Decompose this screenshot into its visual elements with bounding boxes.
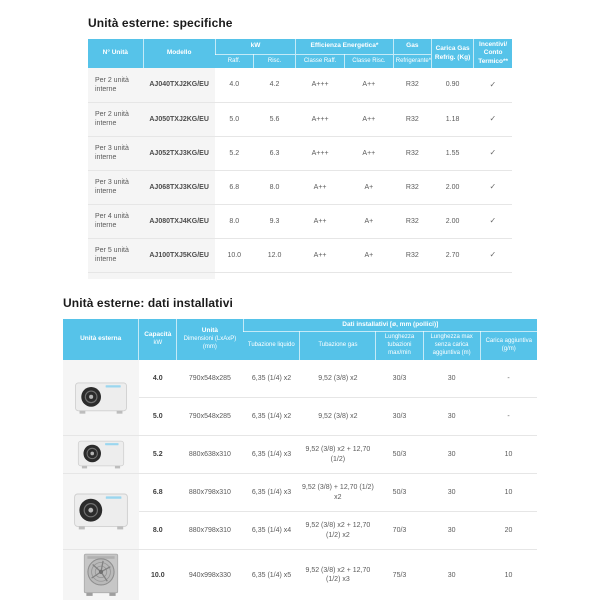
- cell-tubazione-liquido: 6,35 (1/4) x2: [243, 398, 300, 436]
- cell-capacita: 6.8: [139, 474, 177, 512]
- cell-raff: 8.0: [215, 204, 253, 238]
- check-icon: ✓: [474, 238, 512, 272]
- dimensioni-label: Dimensioni (LxAxP) (mm): [183, 335, 237, 350]
- cell-tubazione-liquido: 6,35 (1/4) x3: [243, 474, 300, 512]
- spec-row-5: [88, 204, 512, 238]
- check-icon: ✓: [474, 68, 512, 102]
- cell-risc: 4.2: [253, 68, 295, 102]
- inst-row-6: [63, 550, 537, 600]
- cell-lunghezza: 50/3: [376, 436, 423, 474]
- col-header-raff: Raff.: [215, 54, 253, 68]
- cell-dimensioni: 790x548x285: [177, 398, 243, 436]
- col-header-efficienza-group: Efficienza Energetica*: [296, 39, 394, 54]
- cell-tubazione-liquido: 6,35 (1/4) x3: [243, 436, 300, 474]
- col-header-tubazione-gas: Tubazione gas: [300, 332, 376, 360]
- cell-classe-raff: A++: [296, 170, 345, 204]
- cell-dimensioni: 880x798x310: [177, 512, 243, 550]
- cell-lunghezza-max: 30: [423, 512, 480, 550]
- cell-capacita: 8.0: [139, 512, 177, 550]
- cell-classe-raff: A+++: [296, 136, 345, 170]
- cell-tubazione-gas: 9,52 (3/8) x2 + 12,70 (1/2) x2: [300, 512, 376, 550]
- cell-lunghezza: 50/3: [376, 474, 423, 512]
- check-icon: ✓: [474, 170, 512, 204]
- cell-risc: 5.6: [253, 102, 295, 136]
- cell-lunghezza-max: 30: [423, 398, 480, 436]
- cell-capacita: 5.2: [139, 436, 177, 474]
- cell-lunghezza-max: 30: [423, 550, 480, 600]
- col-header-classe-raff: Classe Raff.: [296, 54, 345, 68]
- cell-modello: AJ052TXJ3KG/EU: [143, 136, 215, 170]
- check-icon: ✓: [474, 136, 512, 170]
- section-specifiche: [88, 16, 512, 279]
- capacita-label: Capacità: [144, 331, 172, 339]
- cell-dimensioni: 880x638x310: [177, 436, 243, 474]
- inst-row-1: [63, 360, 537, 398]
- cell-risc: 8.0: [253, 170, 295, 204]
- cell-carica: 2.00: [431, 170, 473, 204]
- outdoor-unit-side-view-icon: [72, 379, 130, 417]
- cell-gas: R32: [393, 68, 431, 102]
- cell-classe-raff: A++: [296, 204, 345, 238]
- cell-carica-aggiuntiva: -: [480, 360, 537, 398]
- cell-capacita: 5.0: [139, 398, 177, 436]
- cell-modello: AJ068TXJ3KG/EU: [143, 170, 215, 204]
- col-header-lunghezza-max: Lunghezza max senza carica aggiuntiva (m): [423, 332, 480, 360]
- cell-dimensioni: 790x548x285: [177, 360, 243, 398]
- cell-lunghezza: 30/3: [376, 360, 423, 398]
- col-header-kw-group: kW: [215, 39, 296, 54]
- inst-row-4: [63, 474, 537, 512]
- col-header-carica-gas: [431, 39, 473, 68]
- cell-classe-raff: A+++: [296, 68, 345, 102]
- cell-modello: AJ050TXJ2KG/EU: [143, 102, 215, 136]
- cell-carica: 2.70: [431, 238, 473, 272]
- cell-raff: 6.8: [215, 170, 253, 204]
- cell-tubazione-gas: 9,52 (3/8) x2 + 12,70 (1/2): [300, 436, 376, 474]
- cell-tubazione-liquido: 6,35 (1/4) x5: [243, 550, 300, 600]
- cell-raff: 4.0: [215, 68, 253, 102]
- check-icon: ✓: [474, 204, 512, 238]
- installation-table-header: [63, 319, 537, 360]
- outdoor-unit-image-small: [63, 360, 139, 436]
- spec-row-4: [88, 170, 512, 204]
- cell-lunghezza: 75/3: [376, 550, 423, 600]
- cell-tubazione-gas: 9,52 (3/8) x2: [300, 360, 376, 398]
- cell-classe-risc: A++: [344, 136, 393, 170]
- col-header-classe-risc: Classe Risc.: [344, 54, 393, 68]
- cell-n-unita: Per 2 unità interne: [88, 102, 143, 136]
- col-header-unita-esterna: Unità esterna: [63, 319, 139, 360]
- cell-gas: R32: [393, 204, 431, 238]
- carica-line1: Carica Gas: [435, 45, 470, 53]
- cell-tubazione-gas: 9,52 (3/8) x2: [300, 398, 376, 436]
- cell-n-unita: Per 2 unità interne: [88, 68, 143, 102]
- cell-dimensioni: 880x798x310: [177, 474, 243, 512]
- spec-table: [88, 39, 512, 273]
- cell-raff: 10.0: [215, 238, 253, 272]
- cell-carica: 0.90: [431, 68, 473, 102]
- outdoor-unit-side-view-icon: [75, 438, 127, 471]
- cell-lunghezza: 30/3: [376, 398, 423, 436]
- cell-risc: 12.0: [253, 238, 295, 272]
- col-header-tubazione-liquido: Tubazione liquido: [243, 332, 300, 360]
- cell-classe-risc: A+: [344, 170, 393, 204]
- cell-modello: AJ100TXJ5KG/EU: [143, 238, 215, 272]
- cell-classe-risc: A++: [344, 68, 393, 102]
- cell-lunghezza-max: 30: [423, 360, 480, 398]
- section-title-specifiche: Unità esterne: specifiche: [88, 16, 233, 30]
- spec-row-2: [88, 102, 512, 136]
- cell-tubazione-liquido: 6,35 (1/4) x4: [243, 512, 300, 550]
- cell-tubazione-gas: 9,52 (3/8) + 12,70 (1/2) x2: [300, 474, 376, 512]
- spec-row-6: [88, 238, 512, 272]
- cell-carica-aggiuntiva: 10: [480, 436, 537, 474]
- outdoor-unit-image-front: [63, 550, 139, 600]
- cell-carica: 1.18: [431, 102, 473, 136]
- cell-raff: 5.2: [215, 136, 253, 170]
- capacita-unit-label: kW: [153, 339, 163, 346]
- col-header-capacita: [139, 319, 177, 360]
- table-footer-shading: [88, 273, 215, 279]
- cell-lunghezza: 70/3: [376, 512, 423, 550]
- col-header-lunghezza-tubazioni: Lunghezza tubazioni max/min: [376, 332, 423, 360]
- incentivi-line2: Conto Termico**: [478, 49, 509, 65]
- cell-capacita: 10.0: [139, 550, 177, 600]
- cell-n-unita: Per 3 unità interne: [88, 136, 143, 170]
- col-header-incentivi: [474, 39, 512, 68]
- cell-classe-raff: A++: [296, 238, 345, 272]
- outdoor-unit-image-large: [63, 474, 139, 550]
- col-header-refrigerante: Refrigerante*: [393, 54, 431, 68]
- cell-classe-risc: A++: [344, 102, 393, 136]
- outdoor-unit-side-view-icon: [71, 491, 131, 533]
- col-header-gas-group: Gas: [393, 39, 431, 54]
- outdoor-unit-front-view-icon: [80, 552, 122, 598]
- col-header-dati-installativi-group: Dati installativi [ø, mm (pollici)]: [243, 319, 537, 332]
- installation-table: [63, 319, 537, 600]
- cell-tubazione-liquido: 6,35 (1/4) x2: [243, 360, 300, 398]
- cell-risc: 9.3: [253, 204, 295, 238]
- unita-label: Unità: [201, 327, 219, 335]
- col-header-n-unita: N° Unità: [88, 39, 143, 68]
- col-header-risc: Risc.: [253, 54, 295, 68]
- cell-modello: AJ040TXJ2KG/EU: [143, 68, 215, 102]
- cell-carica-aggiuntiva: -: [480, 398, 537, 436]
- cell-capacita: 4.0: [139, 360, 177, 398]
- cell-carica-aggiuntiva: 20: [480, 512, 537, 550]
- cell-gas: R32: [393, 170, 431, 204]
- cell-raff: 5.0: [215, 102, 253, 136]
- cell-classe-raff: A+++: [296, 102, 345, 136]
- section-title-dati-installativi: Unità esterne: dati installativi: [63, 296, 233, 310]
- cell-tubazione-gas: 9,52 (3/8) x2 + 12,70 (1/2) x3: [300, 550, 376, 600]
- carica-line2: Refrig. (Kg): [434, 53, 471, 61]
- spec-row-3: [88, 136, 512, 170]
- cell-carica-aggiuntiva: 10: [480, 474, 537, 512]
- cell-gas: R32: [393, 102, 431, 136]
- cell-classe-risc: A+: [344, 204, 393, 238]
- inst-row-3: [63, 436, 537, 474]
- cell-dimensioni: 940x998x330: [177, 550, 243, 600]
- cell-n-unita: Per 4 unità interne: [88, 204, 143, 238]
- col-header-modello: Modello: [143, 39, 215, 68]
- cell-carica-aggiuntiva: 10: [480, 550, 537, 600]
- section-dati-installativi: [63, 296, 537, 600]
- spec-table-body: [88, 68, 512, 272]
- cell-modello: AJ080TXJ4KG/EU: [143, 204, 215, 238]
- col-header-carica-aggiuntiva: Carica aggiuntiva (g/m): [480, 332, 537, 360]
- outdoor-unit-image-medium: [63, 436, 139, 474]
- cell-lunghezza-max: 30: [423, 474, 480, 512]
- cell-carica: 1.55: [431, 136, 473, 170]
- spec-table-header: [88, 39, 512, 68]
- spec-row-1: [88, 68, 512, 102]
- installation-table-body: [63, 360, 537, 600]
- cell-gas: R32: [393, 136, 431, 170]
- cell-carica: 2.00: [431, 204, 473, 238]
- incentivi-line1: Incentivi/: [479, 41, 508, 48]
- cell-risc: 6.3: [253, 136, 295, 170]
- cell-gas: R32: [393, 238, 431, 272]
- col-header-dimensioni: [177, 319, 243, 360]
- cell-lunghezza-max: 30: [423, 436, 480, 474]
- check-icon: ✓: [474, 102, 512, 136]
- cell-n-unita: Per 3 unità interne: [88, 170, 143, 204]
- cell-classe-risc: A+: [344, 238, 393, 272]
- cell-n-unita: Per 5 unità interne: [88, 238, 143, 272]
